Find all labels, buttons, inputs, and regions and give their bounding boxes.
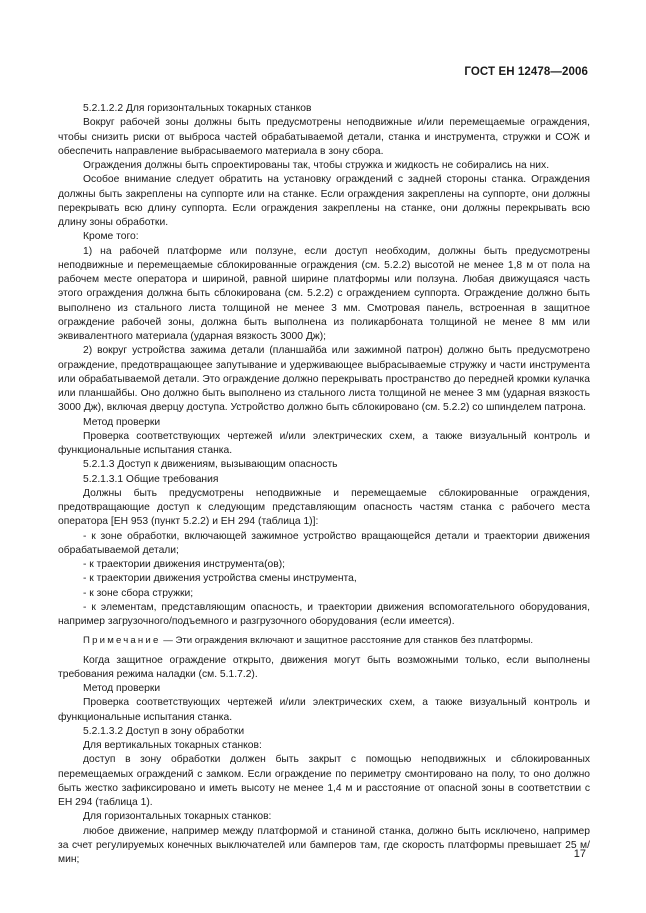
- note-label: Примечание: [83, 635, 161, 647]
- paragraph: Особое внимание следует обратить на установку ограждений с задней стороны станка. Ограждения должны быть закреплены на суппорте или на станке. Если ограждения закреплены на суппорте, они должны перекрывать всю длину суппорта. Если ограждения закреплены на станке, они должны перекрывать всю длину зоны обработки.: [58, 174, 590, 228]
- paragraph: Проверка соответствующих чертежей и/или электрических схем, а также визуальный контроль и функциональные испытания станка.: [58, 430, 590, 456]
- page-number: 17: [573, 848, 586, 860]
- list-item: 1) на рабочей платформе или ползуне, если доступ необходим, должны быть предусмотрены неподвижные и перемещаемые сблокированные ограждения (см. 5.2.2) высотой не менее 1,8 м от пола на рабочем месте оператора и шириной, равной ширине платформы или ползуна. Любая движущаяся часть этого ограждения должна быть сблокирована (см. 5.2.2) с ограждением суппорта. Ограждение должно быть выполнено из стального листа толщиной не менее 3 мм. Смотровая панель, встроенная в защитное ограждение рабочей зоны, должна быть выполнена из поликарбоната толщиной не менее 8 мм или эквивалентного материала (ударная вязкость 3000 Дж);: [58, 245, 590, 342]
- list-item: 2) вокруг устройства зажима детали (планшайба или зажимной патрон) должно быть предусмотрено ограждение, предотвращающее запутывание и удерживающее выбрасываемые стружку и части инструмента или обрабатываемой детали. Это ограждение должно перекрывать пространство до передней кромки кулачка или планшайбы. Оно должно быть выполнено из стального листа толщиной не менее 3 мм (ударная вязкость 3000 Дж), включая дверцу доступа. Устройство должно быть сблокировано (см. 5.2.2) со шпинделем патрона.: [58, 345, 590, 414]
- list-item: - к траектории движения устройства смены инструмента,: [83, 573, 357, 585]
- subheading: Для вертикальных токарных станков:: [83, 740, 262, 751]
- page-body: [58, 102, 590, 867]
- paragraph: Проверка соответствующих чертежей и/или электрических схем, а также визуальный контроль и функциональные испытания станка.: [58, 697, 590, 723]
- paragraph: Когда защитное ограждение открыто, движения могут быть возможными только, если выполнены требования режима наладки (см. 5.1.7.2).: [58, 654, 590, 680]
- paragraph: Вокруг рабочей зоны должны быть предусмотрены неподвижные и/или перемещаемые ограждения, чтобы снизить риски от выброса частей обрабатываемой детали, станка и инструмента, стружки и СОЖ и обеспечить направление выбрасываемого материала в зону сбора.: [58, 117, 590, 157]
- list-item: - к элементам, представляющим опасность, и траектории движения вспомогательного оборудования, например загрузочного/подъемного и разгрузочного оборудования (если имеется).: [58, 601, 590, 627]
- note-text: — Эти ограждения включают и защитное расстояние для станков без платформы.: [163, 635, 534, 647]
- list-item: - к траектории движения инструмента(ов);: [83, 559, 285, 570]
- paragraph: Ограждения должны быть спроектированы так, чтобы стружка и жидкость не собирались на них.: [83, 160, 550, 171]
- section-title: 5.2.1.2.2 Для горизонтальных токарных станков: [83, 103, 312, 114]
- document-header: ГОСТ ЕН 12478—2006: [464, 66, 588, 78]
- section-title: 5.2.1.3 Доступ к движениям, вызывающим опасность: [83, 459, 338, 471]
- paragraph: доступ в зону обработки должен быть закрыт с помощью неподвижных и сблокированных перемещаемых ограждений с замком. Если ограждение по периметру смонтировано на полу, то оно должно быть жестко зафиксировано и иметь высоту не менее 1,4 м и расстояние от опасной зоны в соответствии с ЕН 294 (таблица 1).: [58, 754, 590, 808]
- subheading: Метод проверки: [83, 416, 161, 428]
- subheading: Метод проверки: [83, 683, 161, 694]
- section-title: 5.2.1.3.2 Доступ в зону обработки: [83, 725, 245, 737]
- paragraph: Кроме того:: [83, 231, 139, 243]
- subheading: Для горизонтальных токарных станков:: [83, 811, 272, 823]
- list-item: - к зоне обработки, включающей зажимное устройство вращающейся детали и траектории движения обрабатываемой детали;: [58, 530, 590, 556]
- list-item: - к зоне сбора стружки;: [83, 587, 194, 599]
- note: [58, 634, 590, 648]
- paragraph: Должны быть предусмотрены неподвижные и перемещаемые сблокированные ограждения, предотвращающие доступ к следующим представляющим опасность частям станка с рабочего места оператора [ЕН 953 (пункт 5.2.2) и ЕН 294 (таблица 1)]:: [58, 487, 590, 528]
- section-title: 5.2.1.3.1 Общие требования: [83, 473, 219, 485]
- paragraph: любое движение, например между платформой и станиной станка, должно быть исключено, например за счет регулируемых конечных выключателей или бамперов там, где скорость платформы превышает 25 м/мин;: [58, 825, 590, 865]
